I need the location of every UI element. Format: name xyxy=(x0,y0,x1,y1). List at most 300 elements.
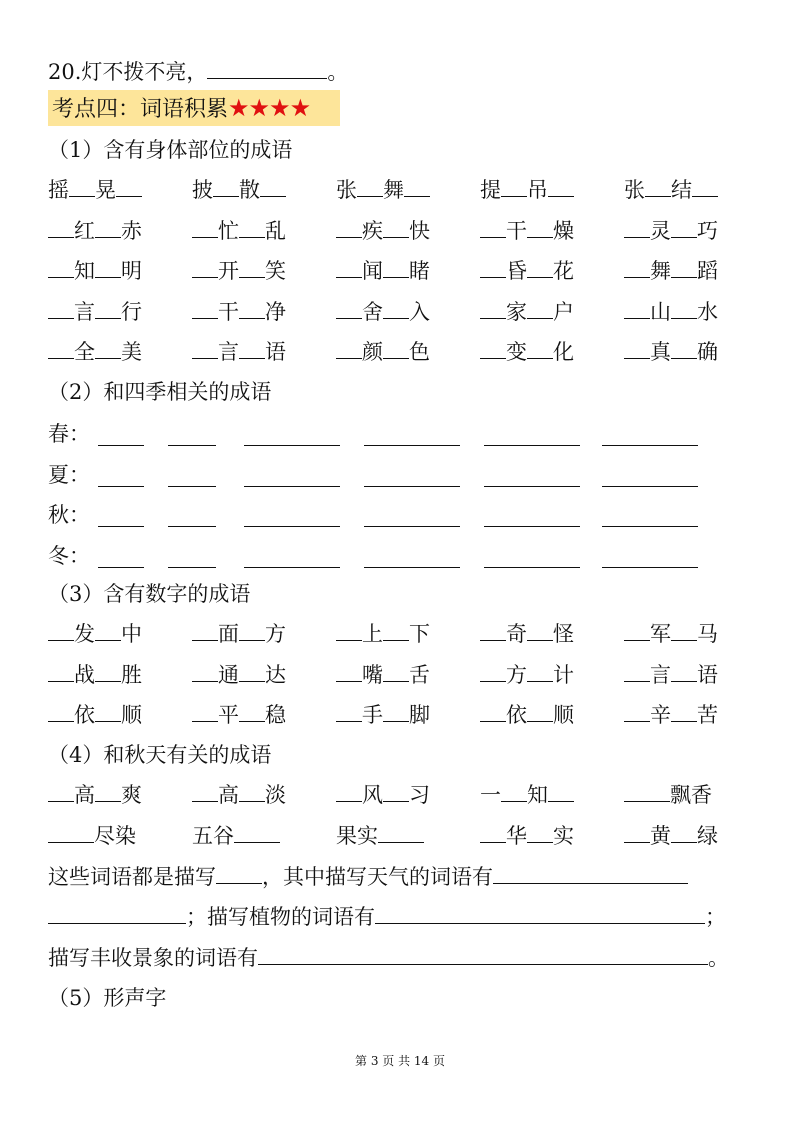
answer-blank[interactable] xyxy=(624,781,670,802)
answer-blank[interactable] xyxy=(480,217,506,238)
idiom-char: 通 xyxy=(218,662,239,687)
answer-blank[interactable] xyxy=(216,863,262,884)
answer-blank[interactable] xyxy=(244,567,340,568)
answer-blank[interactable] xyxy=(364,526,460,527)
question-20 xyxy=(48,58,348,86)
idiom-char: 奇 xyxy=(506,622,527,646)
idiom-char: 疾 xyxy=(362,218,383,243)
body-idiom-row xyxy=(48,176,748,204)
answer-blank[interactable] xyxy=(168,486,216,487)
answer-blank[interactable] xyxy=(602,567,698,568)
answer-blank[interactable] xyxy=(383,217,409,238)
answer-blank[interactable] xyxy=(357,176,383,197)
answer-blank[interactable] xyxy=(336,620,362,641)
idiom-char: 明 xyxy=(121,259,142,283)
idiom-char: 户 xyxy=(553,299,574,324)
answer-blank[interactable] xyxy=(671,298,697,319)
answer-blank[interactable] xyxy=(95,217,121,238)
idiom-char: 净 xyxy=(265,299,286,324)
answer-blank[interactable] xyxy=(624,661,650,682)
season-label: 冬： xyxy=(48,543,90,568)
answer-blank[interactable] xyxy=(484,445,580,446)
answer-blank[interactable] xyxy=(671,620,697,641)
answer-blank[interactable] xyxy=(527,822,553,843)
body-idiom-row xyxy=(48,298,748,326)
answer-blank[interactable] xyxy=(378,822,424,843)
idiom-char: 确 xyxy=(697,340,718,364)
idiom-item xyxy=(480,620,574,648)
answer-blank[interactable] xyxy=(192,217,218,238)
answer-blank[interactable] xyxy=(671,661,697,682)
idiom-char: 胜 xyxy=(121,662,142,687)
answer-blank[interactable] xyxy=(336,661,362,682)
idiom-item xyxy=(48,176,142,204)
idiom-char: 达 xyxy=(265,662,286,687)
answer-blank[interactable] xyxy=(244,445,340,446)
autumn-idiom-row xyxy=(48,822,748,850)
idiom-char: 红 xyxy=(74,218,95,243)
idiom-item xyxy=(480,298,574,326)
idiom-char: 方 xyxy=(265,622,286,646)
fill-line-1 xyxy=(48,863,688,891)
idiom-char: 发 xyxy=(74,622,95,646)
answer-blank[interactable] xyxy=(364,445,460,446)
idiom-char: 苦 xyxy=(697,703,718,727)
idiom-char: 变 xyxy=(506,340,527,364)
idiom-item xyxy=(192,661,286,689)
answer-blank[interactable] xyxy=(336,257,362,278)
idiom-char: 灵 xyxy=(650,218,671,243)
idiom-char: 手 xyxy=(362,703,383,727)
answer-blank[interactable] xyxy=(493,863,688,884)
body-idiom-row xyxy=(48,338,748,366)
answer-blank[interactable] xyxy=(192,781,218,802)
idiom-char: 真 xyxy=(650,340,671,364)
answer-blank[interactable] xyxy=(527,661,553,682)
answer-blank[interactable] xyxy=(501,781,527,802)
answer-blank[interactable] xyxy=(480,661,506,682)
fill-line-3 xyxy=(48,944,729,972)
idiom-char: 绿 xyxy=(697,823,718,848)
idiom-item xyxy=(48,822,136,850)
answer-blank[interactable] xyxy=(239,257,265,278)
idiom-char: 蹈 xyxy=(697,259,718,283)
idiom-item xyxy=(192,781,286,809)
answer-blank[interactable] xyxy=(168,445,216,446)
answer-blank[interactable] xyxy=(527,217,553,238)
answer-blank[interactable] xyxy=(383,620,409,641)
answer-blank[interactable] xyxy=(671,822,697,843)
answer-blank[interactable] xyxy=(192,257,218,278)
idiom-char: 黄 xyxy=(650,823,671,848)
answer-blank[interactable] xyxy=(95,338,121,359)
idiom-char: 高 xyxy=(74,783,95,807)
answer-blank[interactable] xyxy=(645,176,671,197)
season-row xyxy=(48,501,748,529)
idiom-char: 舞 xyxy=(650,259,671,283)
idiom-char: 一 xyxy=(480,783,501,807)
answer-blank[interactable] xyxy=(527,298,553,319)
idiom-char: 摇 xyxy=(48,178,69,202)
answer-blank[interactable] xyxy=(192,338,218,359)
idiom-item xyxy=(336,176,430,204)
answer-blank[interactable] xyxy=(484,526,580,527)
idiom-item xyxy=(624,338,718,366)
idiom-char: 干 xyxy=(218,299,239,324)
answer-blank[interactable] xyxy=(258,944,708,965)
idiom-char: 方 xyxy=(506,662,527,687)
number-idiom-row xyxy=(48,701,748,729)
idiom-item xyxy=(192,701,286,729)
answer-blank[interactable] xyxy=(48,257,74,278)
idiom-char: 言 xyxy=(218,340,239,364)
subsection-2-title: （2）和四季相关的成语 xyxy=(48,380,272,404)
answer-blank[interactable] xyxy=(98,526,144,527)
answer-blank[interactable] xyxy=(95,620,121,641)
idiom-char: 闻 xyxy=(362,259,383,283)
answer-blank[interactable] xyxy=(480,257,506,278)
idiom-char: 面 xyxy=(218,622,239,646)
idiom-char: 风 xyxy=(362,783,383,807)
answer-blank[interactable] xyxy=(48,217,74,238)
section-heading-text: 考点四：词语积累 xyxy=(52,97,229,122)
answer-blank[interactable] xyxy=(239,701,265,722)
answer-blank[interactable] xyxy=(692,176,718,197)
idiom-char: 干 xyxy=(506,218,527,243)
idiom-char: 嘴 xyxy=(362,662,383,687)
answer-blank[interactable] xyxy=(48,620,74,641)
answer-blank[interactable] xyxy=(624,217,650,238)
answer-blank[interactable] xyxy=(624,257,650,278)
idiom-char: 色 xyxy=(409,340,430,364)
idiom-char: 习 xyxy=(409,783,430,807)
answer-blank[interactable] xyxy=(383,338,409,359)
answer-blank[interactable] xyxy=(383,298,409,319)
answer-blank[interactable] xyxy=(480,338,506,359)
idiom-item xyxy=(192,338,286,366)
idiom-item xyxy=(48,257,142,285)
idiom-char: 披 xyxy=(192,178,213,202)
idiom-char: 马 xyxy=(697,622,718,646)
fill-line-2-text: ；描写植物的词语有 xyxy=(186,905,375,929)
idiom-char: 全 xyxy=(74,340,95,364)
season-label: 夏： xyxy=(48,462,90,487)
subsection-4-title: （4）和秋天有关的成语 xyxy=(48,743,272,767)
idiom-char: 入 xyxy=(409,299,430,324)
answer-blank[interactable] xyxy=(527,338,553,359)
subsection-5-title: （5）形声字 xyxy=(48,986,167,1010)
idiom-item xyxy=(480,701,574,729)
idiom-char: 乱 xyxy=(265,218,286,243)
answer-blank[interactable] xyxy=(98,486,144,487)
idiom-char: 睹 xyxy=(409,259,430,283)
answer-blank[interactable] xyxy=(671,217,697,238)
answer-blank[interactable] xyxy=(48,298,74,319)
answer-blank[interactable] xyxy=(527,620,553,641)
answer-blank[interactable] xyxy=(364,486,460,487)
answer-blank[interactable] xyxy=(48,822,94,843)
idiom-item xyxy=(336,781,430,809)
body-idiom-row xyxy=(48,257,748,285)
answer-blank[interactable] xyxy=(239,217,265,238)
answer-blank[interactable] xyxy=(480,298,506,319)
answer-blank[interactable] xyxy=(244,486,340,487)
section-heading xyxy=(48,90,340,126)
idiom-char: 战 xyxy=(74,662,95,687)
idiom-item xyxy=(480,257,574,285)
idiom-item xyxy=(48,217,142,245)
idiom-item xyxy=(192,620,286,648)
answer-blank[interactable] xyxy=(116,176,142,197)
idiom-char: 昏 xyxy=(506,259,527,283)
idiom-item xyxy=(624,701,718,729)
answer-blank[interactable] xyxy=(48,903,186,924)
answer-blank[interactable] xyxy=(336,298,362,319)
autumn-idiom-row xyxy=(48,781,748,809)
answer-blank[interactable] xyxy=(527,257,553,278)
idiom-item xyxy=(336,661,430,689)
answer-blank[interactable] xyxy=(624,620,650,641)
answer-blank[interactable] xyxy=(364,567,460,568)
fill-line-2-end: ； xyxy=(705,905,726,929)
idiom-char: 燥 xyxy=(553,218,574,243)
idiom-item xyxy=(480,822,574,850)
idiom-item xyxy=(48,701,142,729)
idiom-char: 山 xyxy=(650,299,671,324)
idiom-item xyxy=(336,701,430,729)
idiom-item xyxy=(336,298,430,326)
answer-blank[interactable] xyxy=(69,176,95,197)
page-footer: 第 3 页 共 14 页 xyxy=(355,1054,445,1068)
idiom-char: 吊 xyxy=(527,178,548,202)
idiom-char: 快 xyxy=(409,218,430,243)
idiom-char: 化 xyxy=(553,340,574,364)
answer-blank[interactable] xyxy=(168,526,216,527)
answer-blank[interactable] xyxy=(98,567,144,568)
answer-blank[interactable] xyxy=(336,781,362,802)
idiom-char: 计 xyxy=(553,662,574,687)
idiom-item xyxy=(48,781,142,809)
answer-blank[interactable] xyxy=(48,661,74,682)
star-rating-icon: ★★★★ xyxy=(228,94,311,122)
idiom-item xyxy=(192,822,280,850)
idiom-item xyxy=(624,298,718,326)
answer-blank[interactable] xyxy=(48,338,74,359)
idiom-char: 依 xyxy=(506,703,527,727)
idiom-char: 脚 xyxy=(409,703,430,727)
answer-blank[interactable] xyxy=(239,661,265,682)
season-label: 秋： xyxy=(48,503,90,527)
idiom-char: 依 xyxy=(74,703,95,727)
idiom-item xyxy=(624,620,718,648)
idiom-item xyxy=(480,217,574,245)
idiom-char: 淡 xyxy=(265,783,286,807)
answer-blank[interactable] xyxy=(192,620,218,641)
number-idiom-row xyxy=(48,661,748,689)
idiom-item xyxy=(48,661,142,689)
answer-blank[interactable] xyxy=(480,620,506,641)
answer-blank[interactable] xyxy=(239,298,265,319)
idiom-char: 舞 xyxy=(383,178,404,202)
answer-blank[interactable] xyxy=(484,567,580,568)
answer-blank[interactable] xyxy=(336,338,362,359)
answer-blank[interactable] xyxy=(207,58,327,79)
answer-blank[interactable] xyxy=(213,176,239,197)
answer-blank[interactable] xyxy=(501,176,527,197)
answer-blank[interactable] xyxy=(484,486,580,487)
idiom-item xyxy=(192,298,286,326)
idiom-char: 中 xyxy=(121,622,142,646)
idiom-char: 颜 xyxy=(362,340,383,364)
idiom-item xyxy=(480,781,574,809)
answer-blank[interactable] xyxy=(95,701,121,722)
idiom-item xyxy=(480,661,574,689)
subsection-1-title: （1）含有身体部位的成语 xyxy=(48,138,293,162)
number-idiom-row xyxy=(48,620,748,648)
idiom-item xyxy=(192,176,286,204)
answer-blank[interactable] xyxy=(624,338,650,359)
answer-blank[interactable] xyxy=(383,661,409,682)
idiom-item xyxy=(624,661,718,689)
idiom-char: 张 xyxy=(336,178,357,202)
idiom-char: 巧 xyxy=(697,218,718,243)
answer-blank[interactable] xyxy=(48,781,74,802)
idiom-item xyxy=(336,217,430,245)
answer-blank[interactable] xyxy=(671,338,697,359)
idiom-char: 怪 xyxy=(553,622,574,646)
season-row xyxy=(48,542,748,570)
question-20-text: 20.灯不拨不亮， xyxy=(48,60,208,84)
idiom-char: 上 xyxy=(362,622,383,646)
season-label: 春： xyxy=(48,422,90,446)
idiom-item xyxy=(48,298,142,326)
idiom-item xyxy=(336,620,430,648)
idiom-char: 舌 xyxy=(409,662,430,687)
answer-blank[interactable] xyxy=(624,701,650,722)
idiom-item xyxy=(624,781,712,809)
answer-blank[interactable] xyxy=(239,338,265,359)
answer-blank[interactable] xyxy=(244,526,340,527)
idiom-char: 笑 xyxy=(265,259,286,283)
answer-blank[interactable] xyxy=(95,661,121,682)
answer-blank[interactable] xyxy=(239,620,265,641)
idiom-char: 语 xyxy=(265,340,286,364)
answer-blank[interactable] xyxy=(192,661,218,682)
idiom-char: 知 xyxy=(74,259,95,283)
answer-blank[interactable] xyxy=(336,217,362,238)
idiom-char: 果实 xyxy=(336,823,378,848)
answer-blank[interactable] xyxy=(375,903,705,924)
answer-blank[interactable] xyxy=(480,701,506,722)
answer-blank[interactable] xyxy=(95,257,121,278)
answer-blank[interactable] xyxy=(624,822,650,843)
idiom-char: 舍 xyxy=(362,299,383,324)
answer-blank[interactable] xyxy=(234,822,280,843)
idiom-char: 顺 xyxy=(553,703,574,727)
answer-blank[interactable] xyxy=(260,176,286,197)
idiom-char: 平 xyxy=(218,703,239,727)
idiom-item xyxy=(192,217,286,245)
answer-blank[interactable] xyxy=(98,445,144,446)
idiom-char: 五谷 xyxy=(192,823,234,848)
idiom-item xyxy=(480,338,574,366)
season-row xyxy=(48,420,748,448)
idiom-char: 提 xyxy=(480,178,501,202)
answer-blank[interactable] xyxy=(336,701,362,722)
answer-blank[interactable] xyxy=(404,176,430,197)
idiom-item xyxy=(336,257,430,285)
idiom-item xyxy=(624,257,718,285)
fill-line-1b: ，其中描写天气的词语有 xyxy=(262,865,493,889)
answer-blank[interactable] xyxy=(527,701,553,722)
idiom-char: 张 xyxy=(624,178,645,202)
idiom-char: 花 xyxy=(553,259,574,283)
answer-blank[interactable] xyxy=(383,701,409,722)
idiom-char: 尽染 xyxy=(94,823,136,848)
idiom-item xyxy=(624,176,718,204)
answer-blank[interactable] xyxy=(548,176,574,197)
answer-blank[interactable] xyxy=(602,526,698,527)
idiom-item xyxy=(192,257,286,285)
idiom-char: 飘香 xyxy=(670,783,712,807)
idiom-char: 忙 xyxy=(218,218,239,243)
idiom-char: 晃 xyxy=(95,178,116,202)
answer-blank[interactable] xyxy=(48,701,74,722)
idiom-char: 散 xyxy=(239,178,260,202)
idiom-char: 军 xyxy=(650,622,671,646)
answer-blank[interactable] xyxy=(95,781,121,802)
idiom-char: 行 xyxy=(121,299,142,324)
answer-blank[interactable] xyxy=(624,298,650,319)
idiom-char: 言 xyxy=(650,662,671,687)
idiom-item xyxy=(624,217,718,245)
answer-blank[interactable] xyxy=(602,486,698,487)
idiom-char: 实 xyxy=(553,823,574,848)
answer-blank[interactable] xyxy=(383,781,409,802)
idiom-char: 稳 xyxy=(265,703,286,727)
answer-blank[interactable] xyxy=(383,257,409,278)
season-row xyxy=(48,461,748,489)
idiom-item xyxy=(48,338,142,366)
idiom-item xyxy=(336,338,430,366)
answer-blank[interactable] xyxy=(671,701,697,722)
answer-blank[interactable] xyxy=(95,298,121,319)
idiom-char: 结 xyxy=(671,178,692,202)
idiom-char: 水 xyxy=(697,299,718,324)
question-20-end: 。 xyxy=(327,60,349,84)
idiom-item xyxy=(336,822,424,850)
idiom-item xyxy=(48,620,142,648)
answer-blank[interactable] xyxy=(192,701,218,722)
idiom-char: 高 xyxy=(218,783,239,807)
answer-blank[interactable] xyxy=(548,781,574,802)
idiom-item xyxy=(480,176,574,204)
fill-line-1a: 这些词语都是描写 xyxy=(48,865,216,889)
idiom-char: 语 xyxy=(697,662,718,687)
subsection-3-title: （3）含有数字的成语 xyxy=(48,582,251,606)
answer-blank[interactable] xyxy=(480,822,506,843)
answer-blank[interactable] xyxy=(192,298,218,319)
idiom-char: 知 xyxy=(527,783,548,807)
fill-line-2 xyxy=(48,903,726,931)
answer-blank[interactable] xyxy=(239,781,265,802)
answer-blank[interactable] xyxy=(671,257,697,278)
idiom-char: 下 xyxy=(409,622,430,646)
answer-blank[interactable] xyxy=(602,445,698,446)
idiom-item xyxy=(624,822,718,850)
fill-line-3-end: 。 xyxy=(708,946,729,970)
answer-blank[interactable] xyxy=(168,567,216,568)
